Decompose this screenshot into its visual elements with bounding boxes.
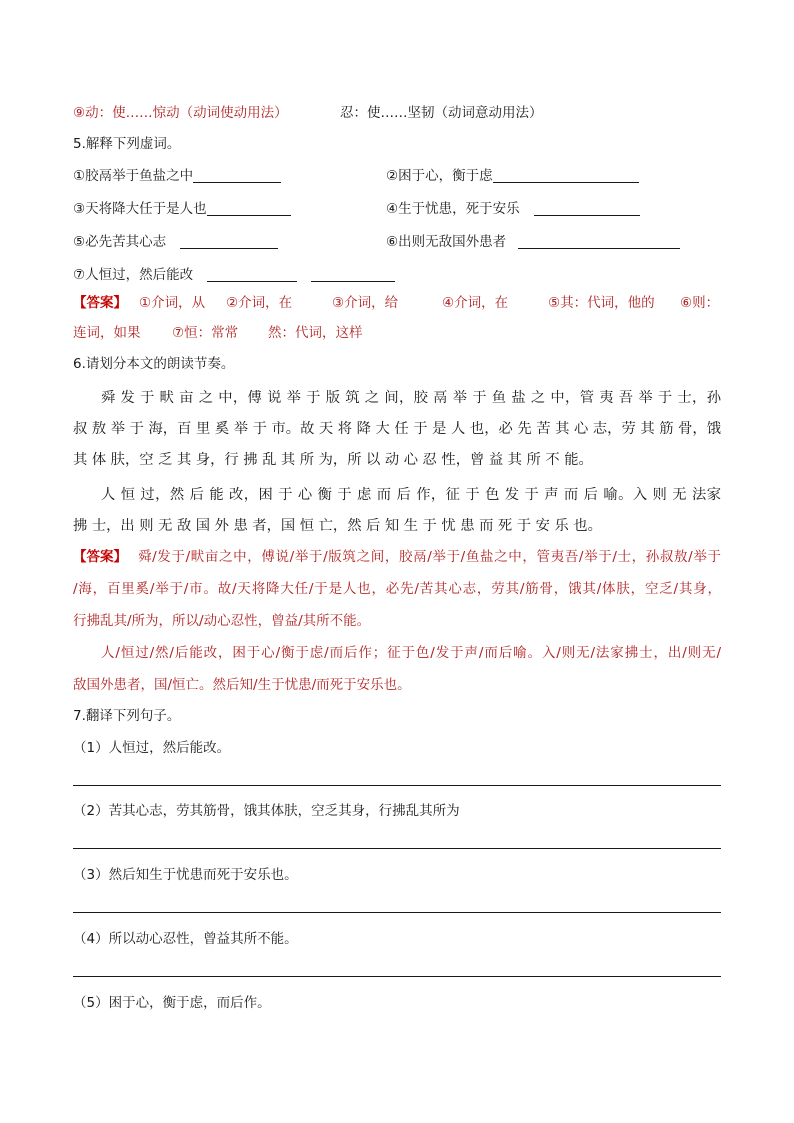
q5-item-5: ⑤必先苦其心志 (73, 232, 278, 252)
q5-answer-9: 然：代词，这样 (268, 325, 363, 341)
q7-title: 7.翻译下列句子。 (73, 708, 181, 724)
q6-answer-line: 人/恒过/然/后能改，困于心/衡于虑/而后作；征于色/发于声/而后喻。入/则无/法家拂士，出/则无/ (101, 645, 721, 661)
top-line-left: ⑨动：使……惊动（动词使动用法） (73, 105, 288, 121)
q7-item: （3）然后知生于忧患而死于安乐也。 (73, 867, 298, 883)
q5-answer-3: ③介词，给 (332, 295, 399, 311)
answer-blank[interactable] (207, 266, 297, 282)
q6-answer-line: 舜/发于/畎亩之中，傅说/举于/版筑之间，胶鬲/举于/鱼盐之中，管夷吾/举于/士，孙叔敖/举于 (138, 549, 721, 565)
q6-passage-line: 舜 发 于 畎 亩 之 中，傅 说 举 于 版 筑 之 间，胶 鬲 举 于 鱼 盐 之 中，管 夷 吾 举 于 士，孙 (101, 390, 721, 406)
q5-answer-5: ⑤其：代词，他的 (548, 295, 655, 311)
q5-item-7: ⑦人恒过，然后能改 (73, 265, 395, 285)
answer-line[interactable] (73, 785, 721, 786)
q5-answer-8: ⑦恒：常常 (172, 325, 239, 341)
q6-passage-line: 人 恒 过，然 后 能 改，困 于 心 衡 于 虑 而 后 作，征 于 色 发 于 声 而 后 喻。入 则 无 法家 (101, 487, 721, 503)
q7-item: （1）人恒过，然后能改。 (73, 740, 231, 756)
top-line-right: 忍：使……坚韧（动词意动用法） (340, 105, 543, 121)
q5-answer-line-1 (73, 293, 127, 313)
q5-answer-6: ⑥则： (680, 295, 720, 311)
answer-line[interactable] (73, 912, 721, 913)
answer-blank[interactable] (518, 233, 680, 249)
q5-answer-1: ①介词，从 (139, 295, 206, 311)
answer-blank[interactable] (493, 167, 639, 183)
answer-blank[interactable] (193, 167, 281, 183)
answer-label: 【答案】 (73, 295, 127, 311)
q7-item: （2）苦其心志，劳其筋骨，饿其体肤，空乏其身，行拂乱其所为 (73, 803, 460, 819)
q6-answer-line: 敌国外患者，国/恒亡。然后知/生于忧患/而死于安乐也。 (73, 677, 411, 693)
q6-passage-line: 叔 敖 举 于 海，百 里 奚 举 于 市。故 天 将 降 大 任 于 是 人 也，必 先 苦 其 心 志，劳 其 筋 骨，饿 (73, 421, 721, 437)
q6-passage-line: 拂 士，出 则 无 敌 国 外 患 者，国 恒 亡，然 后 知 生 于 忧 患 而 死 于 安 乐 也。 (73, 518, 602, 534)
answer-line[interactable] (73, 848, 721, 849)
q7-item: （5）困于心，衡于虑，而后作。 (73, 995, 271, 1011)
q5-item-2: ②困于心，衡于虑 (386, 166, 639, 186)
answer-blank[interactable] (180, 233, 278, 249)
answer-blank[interactable] (311, 266, 395, 282)
q5-answer-4: ④介词，在 (442, 295, 509, 311)
q5-title: 5.解释下列虚词。 (73, 136, 181, 152)
q5-answer-7: 连词，如果 (73, 325, 141, 341)
answer-line[interactable] (73, 976, 721, 977)
answer-blank[interactable] (207, 200, 291, 216)
answer-label: 【答案】 (73, 549, 127, 565)
q6-answer-line: /海，百里奚/举于/市。故/天将降大任/于是人也，必先/苦其心志，劳其/筋骨，饿其/体肤，空乏/其身， (73, 581, 721, 597)
q5-answer-2: ②介词，在 (226, 295, 293, 311)
q5-item-3: ③天将降大任于是人也 (73, 199, 291, 219)
q7-item: （4）所以动心忍性，曾益其所不能。 (73, 931, 298, 947)
q6-answer-line: 行拂乱其/所为，所以/动心忍性，曾益/其所不能。 (73, 613, 371, 629)
answer-blank[interactable] (534, 200, 640, 216)
q5-item-1: ①胶鬲举于鱼盐之中 (73, 166, 281, 186)
q5-item-6: ⑥出则无敌国外患者 (386, 232, 680, 252)
q5-item-4: ④生于忧患，死于安乐 (386, 199, 640, 219)
q6-answer-label-line (73, 547, 127, 567)
q6-title: 6.请划分本文的朗读节奏。 (73, 356, 235, 372)
q6-passage-line: 其 体 肤，空 乏 其 身，行 拂 乱 其 所 为，所 以 动 心 忍 性，曾 益 其 所 不 能。 (73, 452, 593, 468)
